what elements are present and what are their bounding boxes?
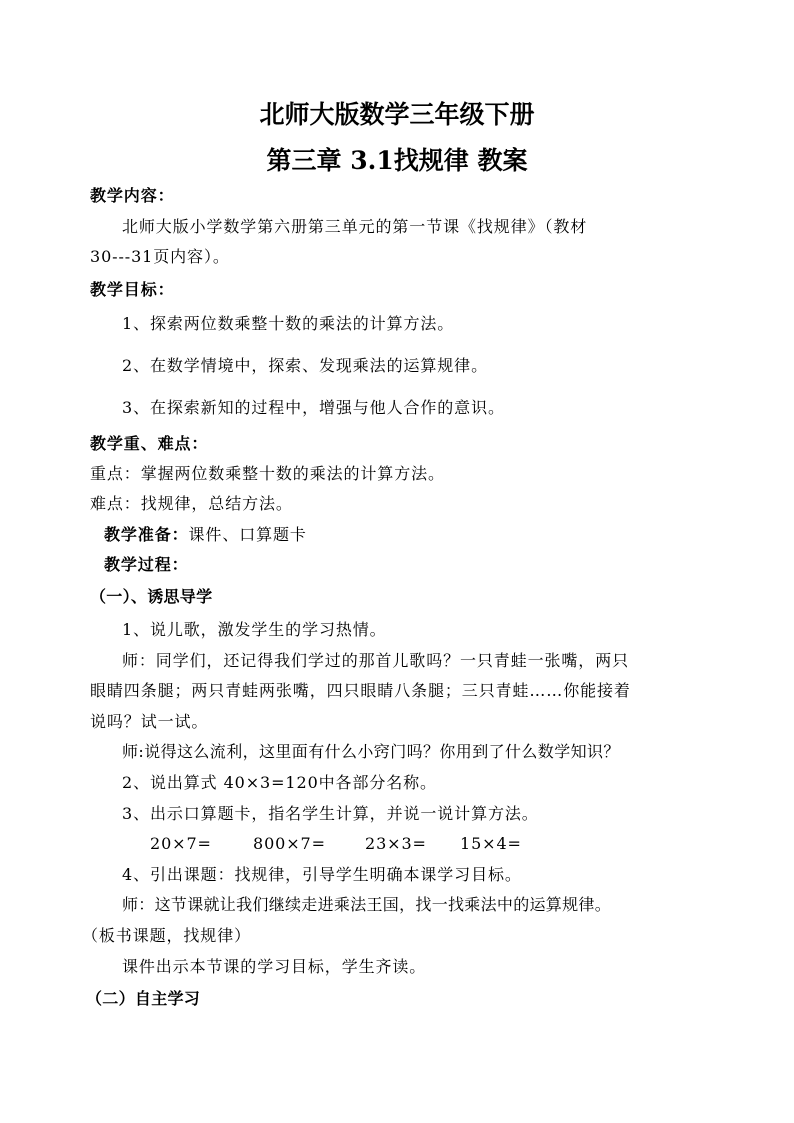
section-1-paragraph-4: 课件出示本节课的学习目标，学生齐读。	[122, 957, 427, 976]
teaching-prep-label: 教学准备：	[104, 525, 189, 544]
document-subtitle: 第三章 3.1找规律 教案	[266, 146, 528, 175]
section-1-paragraph-1-line-3: 说吗？试一试。	[90, 712, 209, 731]
section-1-paragraph-2: 师:说得这么流利，这里面有什么小窍门吗？你用到了什么数学知识？	[122, 742, 620, 761]
section-1-paragraph-3-line-2: （板书课题，找规律）	[82, 926, 252, 945]
math-problem: 15×4=	[460, 834, 522, 853]
section-1-item-4: 4、引出课题：找规律，引导学生明确本课学习目标。	[122, 865, 522, 884]
section-1-item-1: 1、说儿歌，激发学生的学习热情。	[122, 620, 387, 639]
teaching-content-heading: 教学内容：	[90, 186, 175, 205]
key-point: 重点：掌握两位数乘整十数的乘法的计算方法。	[90, 464, 445, 483]
math-problem: 23×3=	[365, 834, 427, 853]
math-problem: 20×7=	[150, 834, 212, 853]
goal-1: 1、探索两位数乘整十数的乘法的计算方法。	[122, 314, 455, 333]
section-2-heading: （二）自主学习	[86, 989, 201, 1008]
goal-3: 3、在探索新知的过程中，增强与他人合作的意识。	[122, 398, 505, 417]
teaching-content-line-1: 北师大版小学数学第六册第三单元的第一节课《找规律》（教材	[122, 217, 588, 236]
teaching-prep	[104, 524, 724, 546]
document-title: 北师大版数学三年级下册	[259, 100, 535, 129]
section-1-heading: （一）、诱思导学	[90, 587, 213, 606]
key-points-heading: 教学重、难点：	[90, 434, 209, 453]
difficult-point: 难点：找规律，总结方法。	[90, 494, 293, 513]
section-1-item-2: 2、说出算式 40×3=120中各部分名称。	[122, 773, 437, 792]
teaching-goals-heading: 教学目标：	[90, 280, 175, 299]
teaching-content-line-2: 30---31页内容）。	[90, 247, 230, 266]
goal-2: 2、在数学情境中，探索、发现乘法的运算规律。	[122, 356, 488, 375]
section-1-item-3: 3、出示口算题卡，指名学生计算，并说一说计算方法。	[122, 804, 539, 823]
section-1-paragraph-1-line-1: 师：同学们，还记得我们学过的那首儿歌吗？一只青蛙一张嘴，两只	[122, 651, 630, 670]
section-1-paragraph-3-line-1: 师：这节课就让我们继续走进乘法王国，找一找乘法中的运算规律。	[122, 895, 612, 914]
math-problem: 800×7=	[253, 834, 326, 853]
teaching-process-heading: 教学过程：	[104, 555, 189, 574]
teaching-prep-value: 课件、口算题卡	[188, 525, 307, 544]
section-1-paragraph-1-line-2: 眼睛四条腿；两只青蛙两张嘴，四只眼睛八条腿；三只青蛙……你能接着	[90, 681, 631, 700]
